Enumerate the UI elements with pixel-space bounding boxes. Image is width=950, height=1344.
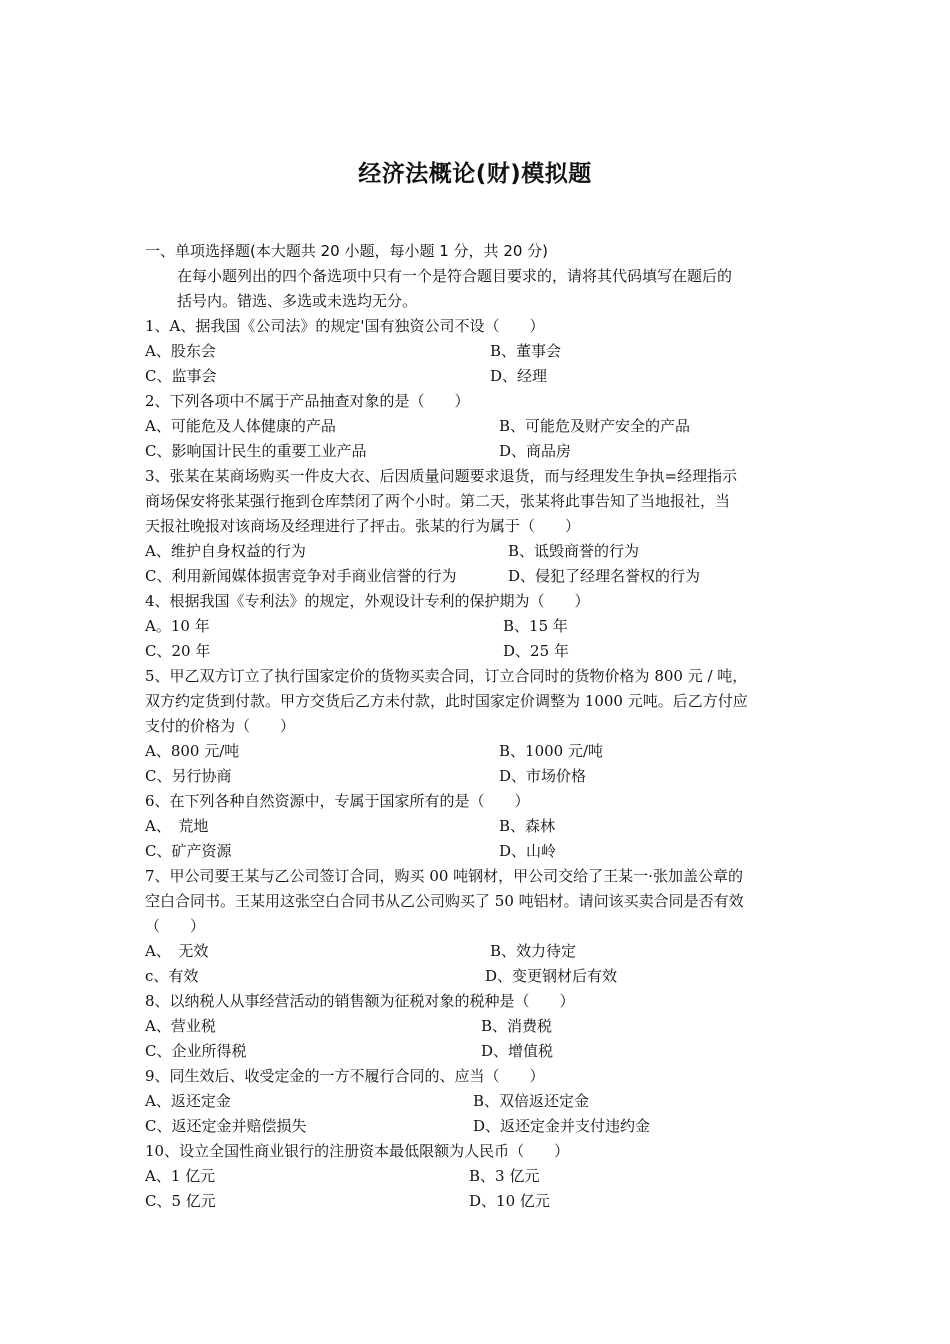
- option-c: C、影响国计民生的重要工业产品: [145, 442, 367, 460]
- option-a: A、营业税: [145, 1017, 216, 1035]
- option-row: [145, 839, 815, 864]
- section-heading: 一、单项选择题(本大题共 20 小题，每小题 1 分，共 20 分): [145, 242, 549, 260]
- question-text: 3、张某在某商场购买一件皮大衣、后因质量问题要求退货，而与经理发生争执=经理指示: [145, 467, 738, 485]
- option-d: D、25 年: [503, 642, 569, 660]
- option-row: [145, 964, 815, 989]
- option-a: A。10 年: [145, 617, 210, 635]
- option-row: [145, 814, 815, 839]
- option-b: B、森林: [499, 817, 556, 835]
- option-b: B、董事会: [490, 342, 562, 360]
- question-9: [145, 1064, 815, 1139]
- option-row: [145, 614, 815, 639]
- option-row: [145, 364, 815, 389]
- question-text: （ ）: [145, 917, 206, 935]
- option-row: [145, 739, 815, 764]
- option-d: D、侵犯了经理名誉权的行为: [508, 567, 701, 585]
- option-a: A、 荒地: [145, 817, 209, 835]
- option-b: B、可能危及财产安全的产品: [499, 417, 691, 435]
- option-d: D、市场价格: [499, 767, 587, 785]
- option-row: [145, 414, 815, 439]
- question-text: 1、A、据我国《公司法》的规定'国有独资公司不设（ ）: [145, 317, 545, 335]
- question-10: [145, 1139, 815, 1214]
- question-text: 支付的价格为（ ）: [145, 717, 296, 735]
- question-text: 9、同生效后、收受定金的一方不履行合同的、应当（ ）: [145, 1067, 545, 1085]
- option-c: C、企业所得税: [145, 1042, 247, 1060]
- option-row: [145, 1189, 815, 1214]
- option-row: [145, 1014, 815, 1039]
- option-row: [145, 1089, 815, 1114]
- option-row: [145, 539, 815, 564]
- question-text: 10、设立全国性商业银行的注册资本最低限额为人民币（ ）: [145, 1142, 570, 1160]
- section-instruction-line-2: 括号内。错选、多选或未选均无分。: [177, 292, 418, 310]
- option-a: A、股东会: [145, 342, 216, 360]
- section-instruction-line-1: 在每小题列出的四个备选项中只有一个是符合题目要求的，请将其代码填写在题后的: [177, 267, 733, 285]
- option-a: A、返还定金: [145, 1092, 231, 1110]
- option-row: [145, 639, 815, 664]
- question-6: [145, 789, 815, 864]
- option-row: [145, 339, 815, 364]
- option-a: A、维护自身权益的行为: [145, 542, 306, 560]
- option-c: C、另行协商: [145, 767, 232, 785]
- option-c: C、5 亿元: [145, 1192, 216, 1210]
- question-text: 天报社晚报对该商场及经理进行了抨击。张某的行为属于（ ）: [145, 517, 581, 535]
- option-a: A、可能危及人体健康的产品: [145, 417, 336, 435]
- question-text: 7、甲公司要王某与乙公司签订合同，购买 00 吨钢材，甲公司交给了王某一·张加盖公章的: [145, 867, 743, 885]
- option-b: B、15 年: [503, 617, 568, 635]
- option-row: [145, 564, 815, 589]
- question-1: [145, 314, 815, 389]
- document-title: 经济法概论(财)模拟题: [358, 161, 592, 187]
- question-5: [145, 664, 815, 789]
- option-row: [145, 939, 815, 964]
- option-c: C、监事会: [145, 367, 217, 385]
- question-2: [145, 389, 815, 464]
- option-c: C、返还定金并赔偿损失: [145, 1117, 307, 1135]
- question-8: [145, 989, 815, 1064]
- option-d: D、返还定金并支付违约金: [473, 1117, 651, 1135]
- question-text: 4、根据我国《专利法》的规定，外观设计专利的保护期为（ ）: [145, 592, 590, 610]
- option-d: D、10 亿元: [469, 1192, 550, 1210]
- option-row: [145, 1164, 815, 1189]
- option-c: C、20 年: [145, 642, 211, 660]
- question-text: 空白合同书。王某用这张空白合同书从乙公司购买了 50 吨铝材。请问该买卖合同是否有效: [145, 892, 744, 910]
- question-text: 6、在下列各种自然资源中，专属于国家所有的是（ ）: [145, 792, 530, 810]
- option-a: A、800 元/吨: [145, 742, 240, 760]
- option-row: [145, 1114, 815, 1139]
- option-d: D、增值税: [481, 1042, 554, 1060]
- option-row: [145, 764, 815, 789]
- option-d: D、商品房: [499, 442, 572, 460]
- option-d: D、经理: [490, 367, 548, 385]
- option-row: [145, 439, 815, 464]
- option-b: B、消费税: [481, 1017, 553, 1035]
- option-a: A、1 亿元: [145, 1167, 216, 1185]
- option-c: c、有效: [145, 967, 199, 985]
- option-d: D、变更钢材后有效: [485, 967, 618, 985]
- option-c: C、利用新闻媒体损害竞争对手商业信誉的行为: [145, 567, 457, 585]
- option-a: A、 无效: [145, 942, 209, 960]
- question-3: [145, 464, 815, 589]
- document-body: [145, 239, 815, 1214]
- option-row: [145, 1039, 815, 1064]
- question-text: 双方约定货到付款。甲方交货后乙方未付款，此时国家定价调整为 1000 元吨。后乙方付应: [145, 692, 748, 710]
- option-b: B、诋毁商誉的行为: [508, 542, 640, 560]
- option-b: B、1000 元/吨: [499, 742, 604, 760]
- option-b: B、3 亿元: [469, 1167, 540, 1185]
- option-d: D、山岭: [499, 842, 557, 860]
- question-text: 2、下列各项中不属于产品抽查对象的是（ ）: [145, 392, 470, 410]
- question-text: 商场保安将张某强行拖到仓库禁闭了两个小时。第二天，张某将此事告知了当地报社，当: [145, 492, 731, 510]
- question-text: 8、以纳税人从事经营活动的销售额为征税对象的税种是（ ）: [145, 992, 575, 1010]
- option-b: B、双倍返还定金: [473, 1092, 590, 1110]
- option-b: B、效力待定: [490, 942, 577, 960]
- question-text: 5、甲乙双方订立了执行国家定价的货物买卖合同，订立合同时的货物价格为 800 元 / 吨，: [145, 667, 748, 685]
- question-7: [145, 864, 815, 989]
- option-c: C、矿产资源: [145, 842, 232, 860]
- question-4: [145, 589, 815, 664]
